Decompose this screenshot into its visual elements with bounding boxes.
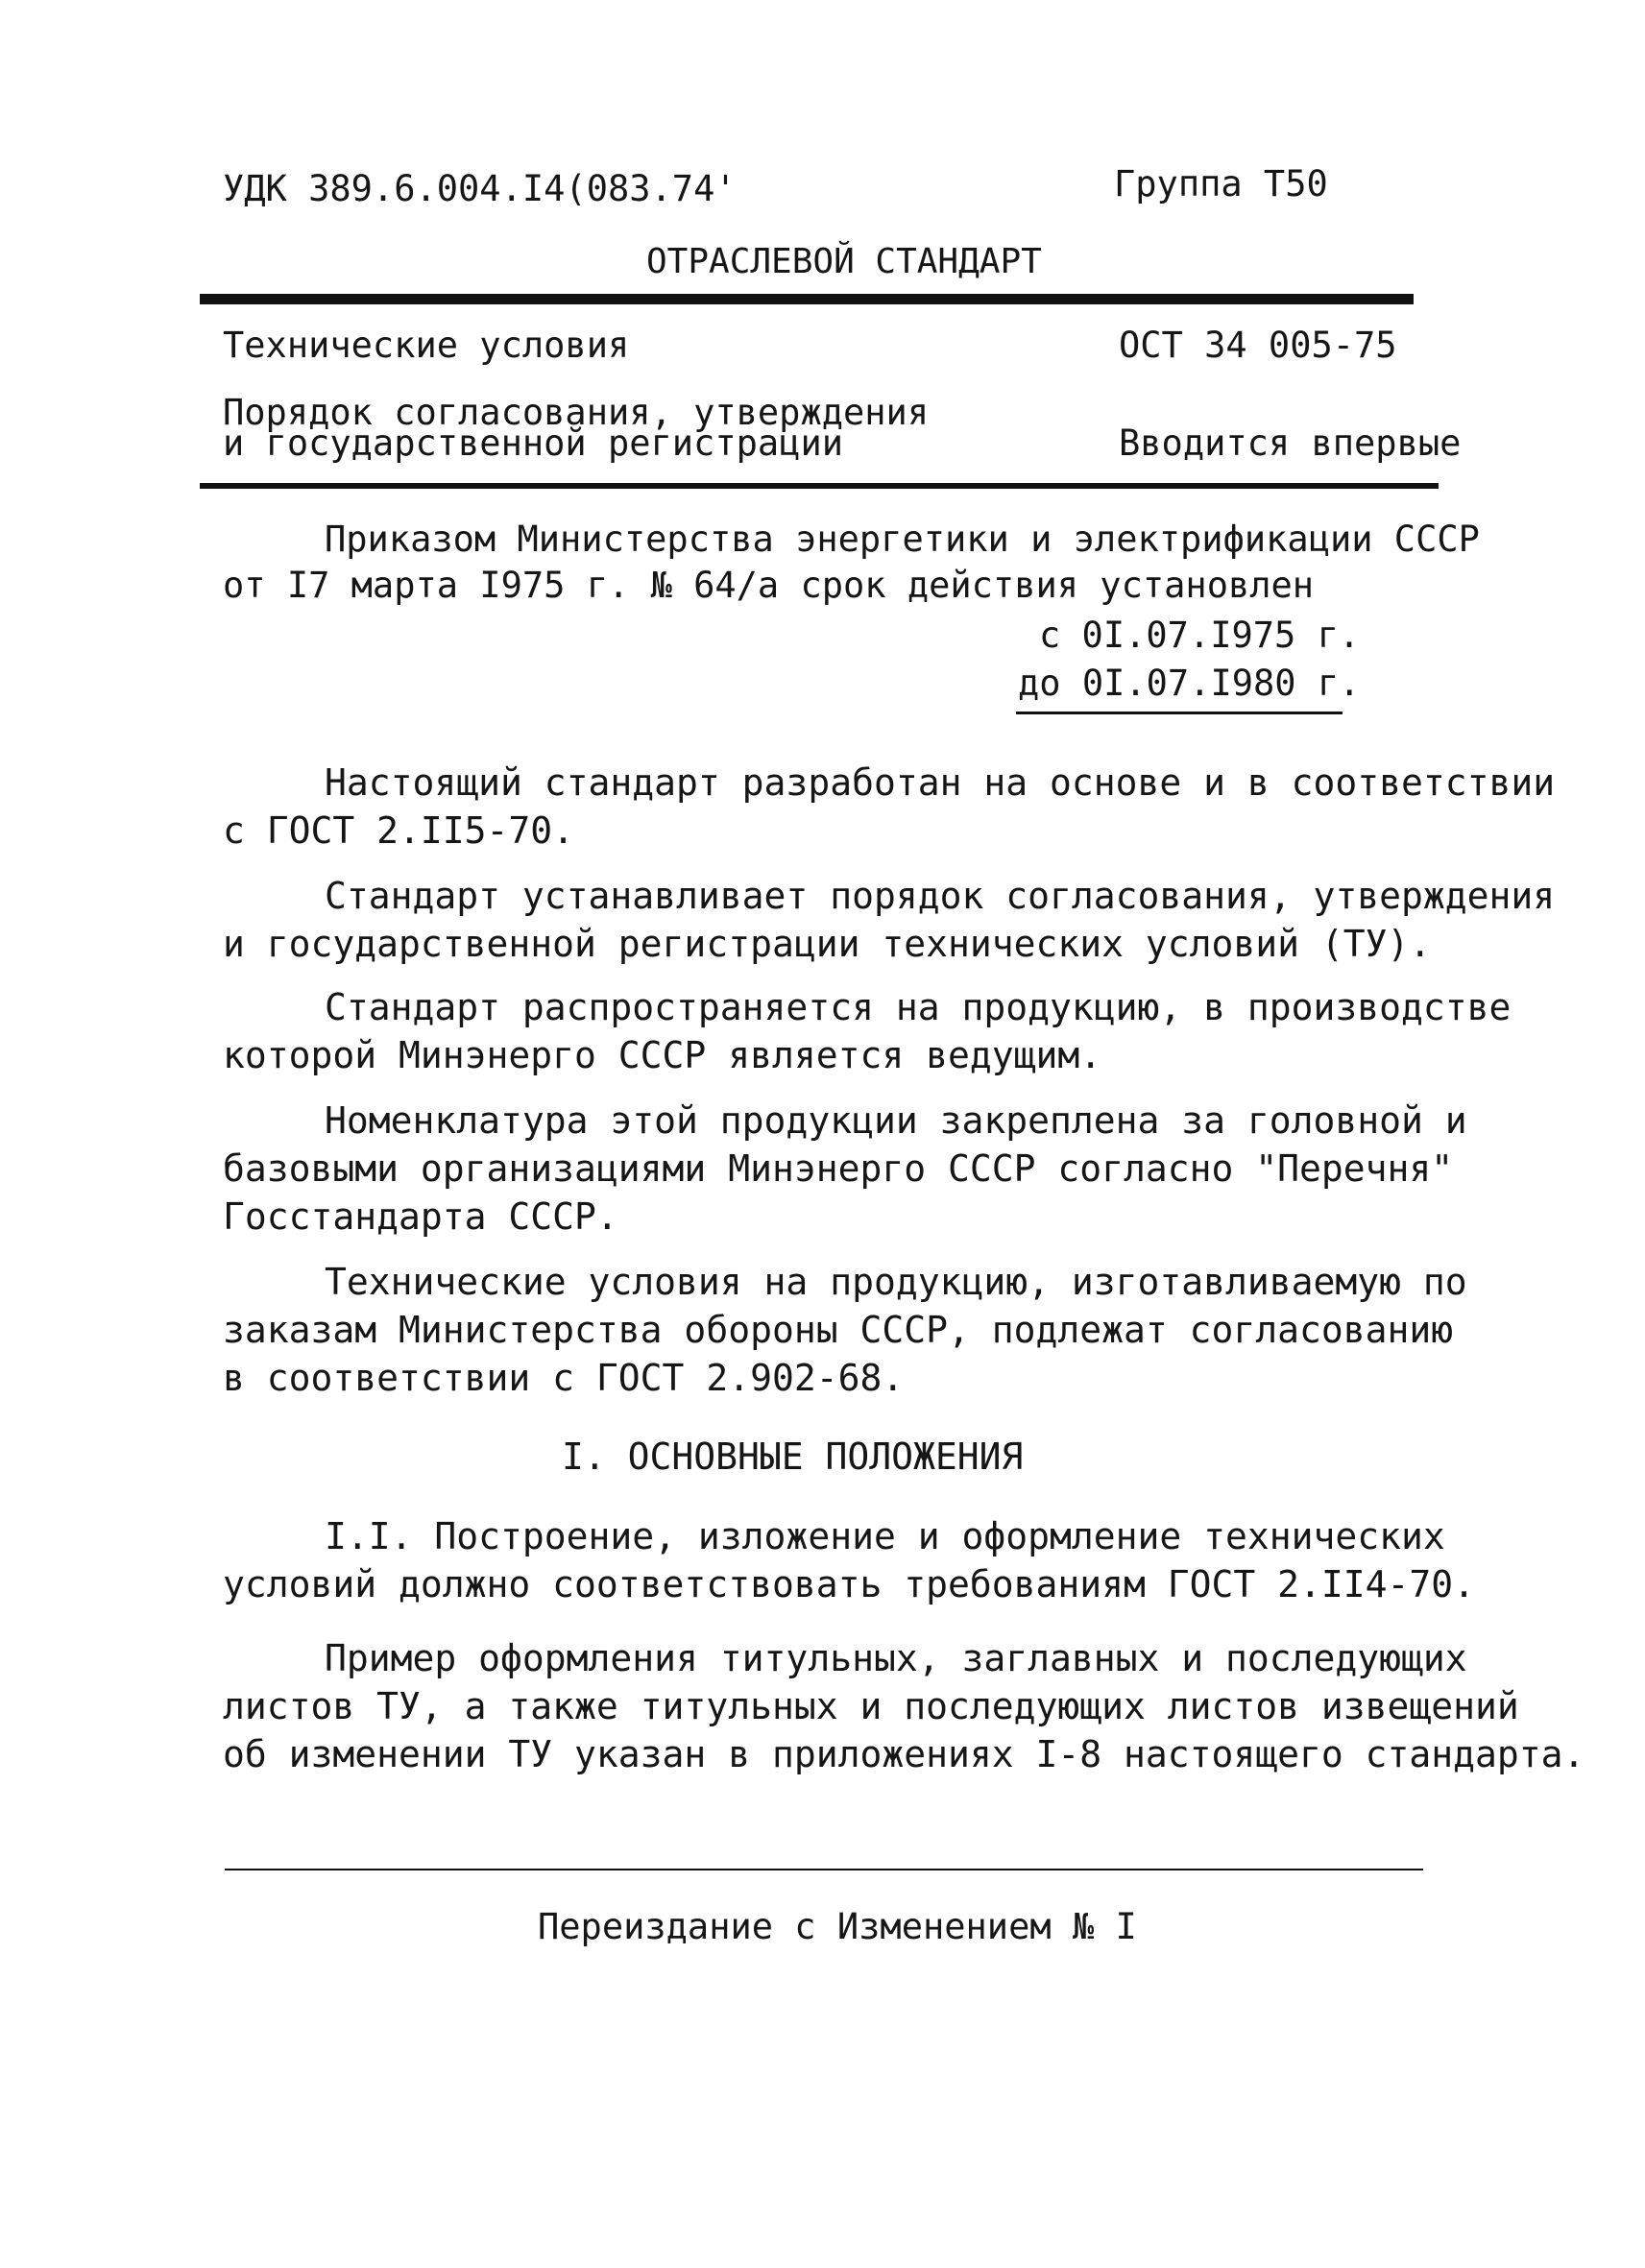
paragraph4-line1: Номенклатура этой продукции закреплена за головной и <box>325 1099 1467 1142</box>
order-line2: от I7 марта I975 г. № 64/а срок действия установлен <box>223 565 1315 606</box>
introduction-status: Вводится впервые <box>1119 422 1462 464</box>
reissue-note: Переиздание с Изменением № I <box>538 1906 1137 1947</box>
paragraph5-line2: заказам Министерства обороны СССР, подлежат согласованию <box>223 1309 1454 1351</box>
standard-designation: ОСТ 34 005-75 <box>1119 325 1397 366</box>
paragraph5-line3: в соответствии с ГОСТ 2.902-68. <box>223 1357 905 1399</box>
standard-type-heading: ОТРАСЛЕВОЙ СТАНДАРТ <box>646 242 1042 281</box>
paragraph4-line3: Госстандарта СССР. <box>223 1195 618 1238</box>
paragraph3-line2: которой Минэнерго СССР является ведущим. <box>223 1034 1102 1076</box>
footer-rule <box>225 1869 1423 1870</box>
validity-underline <box>1016 712 1343 714</box>
top-thick-rule <box>200 294 1414 304</box>
paragraph4-line2: базовыми организациями Минэнерго СССР согласно "Перечня" <box>223 1147 1454 1190</box>
section1-paragraph2-line2: листов ТУ, а также титульных и последующих листов извещений <box>223 1685 1519 1727</box>
standard-title-line2: и государственной регистрации <box>223 422 844 464</box>
paragraph2-line1: Стандарт устанавливает порядок согласования, утверждения <box>325 875 1556 917</box>
paragraph1-line1: Настоящий стандарт разработан на основе и в соответствии <box>325 761 1556 804</box>
validity-from: с 0I.07.I975 г. <box>1039 615 1361 656</box>
paragraph3-line1: Стандарт распространяется на продукцию, в производстве <box>325 986 1512 1028</box>
order-line1: Приказом Министерства энергетики и электрификации СССР <box>325 519 1480 560</box>
paragraph1-line2: с ГОСТ 2.II5-70. <box>223 809 575 852</box>
udk-code: УДК 389.6.004.I4(083.74' <box>223 168 737 209</box>
bottom-thick-rule <box>200 483 1439 489</box>
paragraph5-line1: Технические условия на продукцию, изготавливаемую по <box>325 1261 1467 1303</box>
section1-paragraph2-line1: Пример оформления титульных, заглавных и последующих <box>325 1637 1467 1679</box>
section1-paragraph1-line2: условий должно соответствовать требованиям ГОСТ 2.II4-70. <box>223 1563 1476 1605</box>
section1-heading: I. ОСНОВНЫЕ ПОЛОЖЕНИЯ <box>562 1436 1024 1478</box>
section1-paragraph1-line1: I.I. Построение, изложение и оформление технических <box>325 1515 1445 1557</box>
group-code: Группа Т50 <box>1114 163 1328 205</box>
section1-paragraph2-line3: об изменении ТУ указан в приложениях I-8 настоящего стандарта. <box>223 1733 1585 1775</box>
paragraph2-line2: и государственной регистрации технических условий (ТУ). <box>223 923 1432 965</box>
validity-to: до 0I.07.I980 г. <box>1018 663 1361 704</box>
standard-title-line1: Порядок согласования, утверждения <box>223 392 930 433</box>
tu-category: Технические условия <box>223 325 630 366</box>
